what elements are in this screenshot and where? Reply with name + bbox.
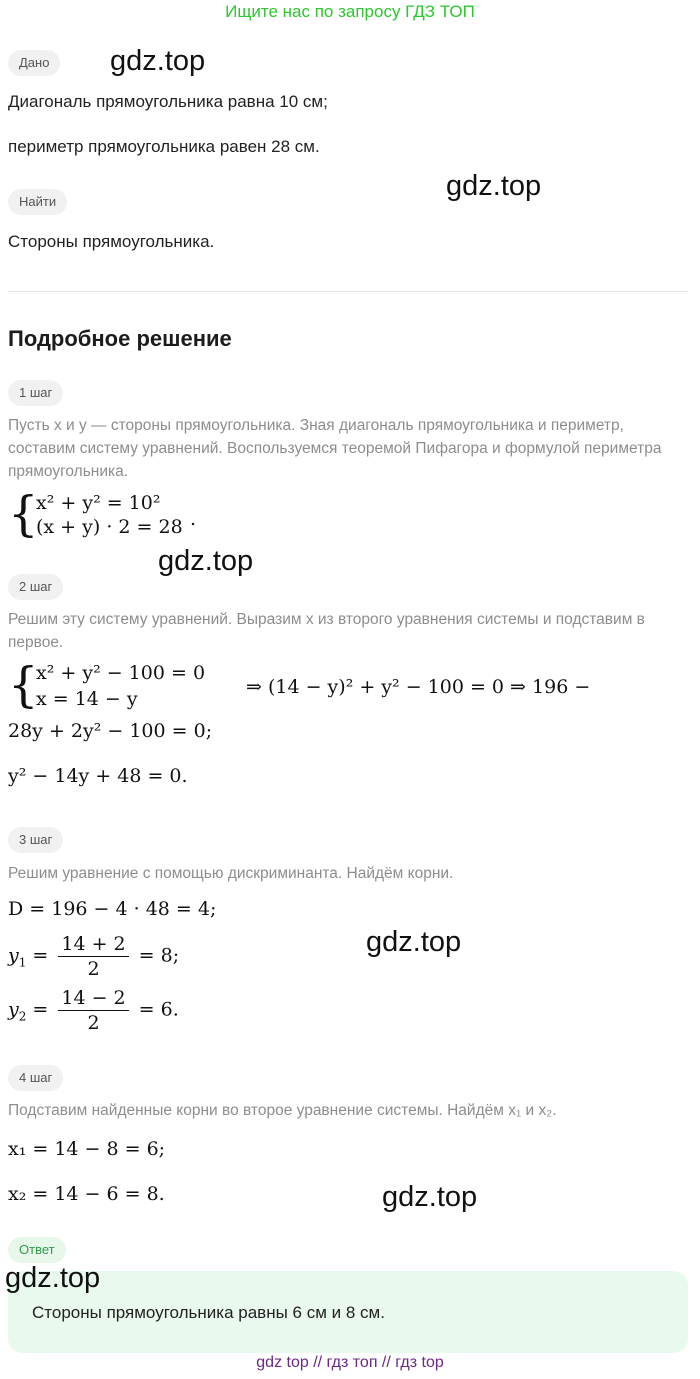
given-line-1: Диагональ прямоугольника равна 10 см;: [8, 92, 328, 111]
step-2-text: Решим эту систему уравнений. Выразим x из второго уравнения системы и подставим в первое.: [8, 611, 645, 651]
watermark: gdz.top: [5, 1262, 101, 1294]
footer-links[interactable]: gdz top // гдз топ // гдз top: [256, 1354, 444, 1371]
step-4-text: Подставим найденные корни во второе уравнение системы. Найдём x₁ и x₂.: [8, 1102, 557, 1119]
system-brace: {: [8, 657, 39, 713]
given-line-2: периметр прямоугольника равен 28 см.: [8, 137, 320, 156]
step-1-eq-1: x² + y² = 10²: [36, 492, 161, 514]
system-brace: {: [8, 486, 39, 542]
step-4-label: 4 шаг: [8, 1065, 63, 1091]
step-1-text: Пусть x и y — стороны прямоугольника. Зная диагональ прямоугольника и периметр, составим систему уравнений. Воспользуемся теоремой Пифагора и формулой периметра прямоугольника.: [8, 417, 662, 480]
divider: [8, 291, 688, 292]
step-2-eq-5: y² − 14y + 48 = 0.: [8, 765, 188, 787]
step-3-eq-3: $y_2$ = $\frac{14 - 2}{2}$ = 6.: [8, 987, 179, 1034]
search-banner: Ищите нас по запросу ГДЗ ТОП: [225, 2, 475, 21]
given-label: Дано: [8, 50, 60, 76]
answer-text: Стороны прямоугольника равны 6 см и 8 см.: [32, 1303, 385, 1322]
step-2-label: 2 шаг: [8, 574, 63, 600]
step-4-eq-2: x₂ = 14 − 6 = 8.: [8, 1183, 165, 1205]
step-3-text: Решим уравнение с помощью дискриминанта. Найдём корни.: [8, 865, 454, 882]
find-text: Стороны прямоугольника.: [8, 232, 215, 251]
watermark: gdz.top: [446, 170, 542, 202]
step-3-eq-1: D = 196 − 4 · 48 = 4;: [8, 898, 217, 920]
answer-label: Ответ: [8, 1237, 66, 1263]
step-4-eq-1: x₁ = 14 − 8 = 6;: [8, 1138, 166, 1160]
fraction: $\frac{14 - 2}{2}$: [58, 986, 128, 1035]
step-2-eq-2: x = 14 − y: [36, 688, 138, 710]
step-2-eq-1: x² + y² − 100 = 0: [36, 662, 206, 684]
step-1-label: 1 шаг: [8, 380, 63, 406]
step-1-eq-2: (x + y) · 2 = 28: [36, 516, 183, 538]
step-2-eq-3: ⇒ (14 − y)² + y² − 100 = 0 ⇒ 196 −: [246, 676, 591, 698]
solution-title: Подробное решение: [8, 326, 232, 351]
watermark: gdz.top: [382, 1181, 478, 1213]
watermark: gdz.top: [110, 45, 206, 77]
find-label: Найти: [8, 189, 67, 215]
watermark: gdz.top: [366, 926, 462, 958]
step-1-dot: .: [190, 508, 197, 530]
step-2-eq-4: 28y + 2y² − 100 = 0;: [8, 720, 213, 742]
watermark: gdz.top: [158, 545, 254, 577]
fraction: $\frac{14 + 2}{2}$: [58, 932, 128, 981]
step-3-label: 3 шаг: [8, 827, 63, 853]
step-3-eq-2: $y_1$ = $\frac{14 + 2}{2}$ = 8;: [8, 933, 180, 980]
